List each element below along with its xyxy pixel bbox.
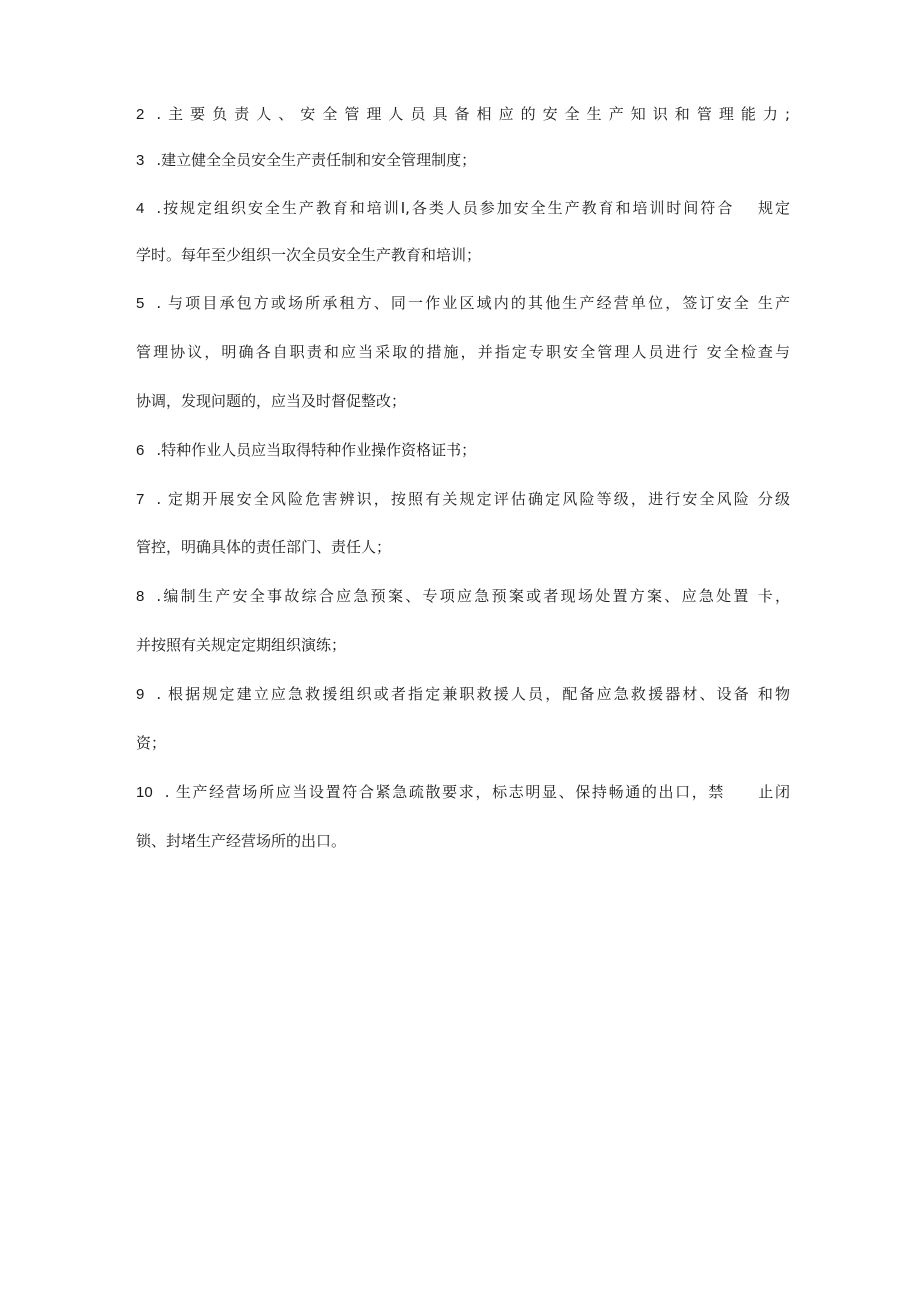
clause-number: 6: [136, 442, 145, 459]
clause-text: 管控，明确具体的责任部门、责任人；: [136, 538, 392, 556]
clause-8: [136, 586, 790, 607]
clause-text: .特种作业人员应当取得特种作业操作资格证书；: [156, 441, 477, 459]
clause-5-continuation: [136, 391, 790, 411]
clause-text: . 与项目承包方或场所承租方、同一作业区域内的其他生产经营单位，签订安全 生产: [156, 294, 790, 312]
clause-text: . 定期开展安全风险危害辨识，按照有关规定评估确定风险等级，进行安全风险 分级: [156, 490, 790, 508]
clause-text: 学时。每年至少组织一次全员安全生产教育和培训；: [136, 246, 482, 264]
clause-10-continuation: [136, 831, 790, 851]
clause-number: 5: [136, 295, 145, 312]
clause-text: 资；: [136, 734, 167, 752]
clause-text: 协调，发现问题的，应当及时督促整改；: [136, 392, 407, 410]
clause-9-continuation: [136, 733, 790, 753]
clause-text: .按规定组织安全生产教育和培训I,各类人员参加安全生产教育和培训时间符合 规定: [156, 199, 790, 217]
clause-text: 锁、封堵生产经营场所的出口。: [136, 832, 347, 850]
clause-number: 4: [136, 200, 145, 217]
clause-number: 10: [136, 784, 153, 801]
clause-text: 并按照有关规定定期组织演练；: [136, 636, 347, 654]
clause-text: .编制生产安全事故综合应急预案、专项应急预案或者现场处置方案、应急处置 卡，: [156, 587, 790, 605]
clause-9: [136, 684, 790, 705]
clause-4: [136, 198, 790, 219]
clause-number: 7: [136, 491, 145, 508]
clause-text: .建立健全全员安全生产责任制和安全管理制度；: [156, 151, 477, 169]
clause-7: [136, 489, 790, 510]
clause-2: [136, 104, 790, 125]
clause-text: .主要负责人、安全管理人员具备相应的安全生产知识和管理能力;: [156, 105, 790, 123]
clause-7-continuation: [136, 537, 790, 557]
clause-number: 3: [136, 152, 145, 169]
clause-number: 8: [136, 588, 145, 605]
clause-8-continuation: [136, 635, 790, 655]
clause-4-continuation: [136, 245, 790, 265]
clause-6: [136, 440, 790, 461]
clause-text: . 生产经营场所应当设置符合紧急疏散要求，标志明显、保持畅通的出口，禁 止闭: [164, 783, 790, 801]
clause-10: [136, 782, 790, 803]
clause-5: [136, 293, 790, 314]
clause-5-continuation: [136, 342, 790, 362]
clause-3: [136, 150, 790, 171]
clause-number: 2: [136, 106, 145, 123]
clause-text: . 根据规定建立应急救援组织或者指定兼职救援人员，配备应急救援器材、设备 和物: [156, 685, 790, 703]
clause-number: 9: [136, 686, 145, 703]
clause-text: 管理协议，明确各自职责和应当采取的措施，并指定专职安全管理人员进行 安全检查与: [136, 343, 790, 361]
